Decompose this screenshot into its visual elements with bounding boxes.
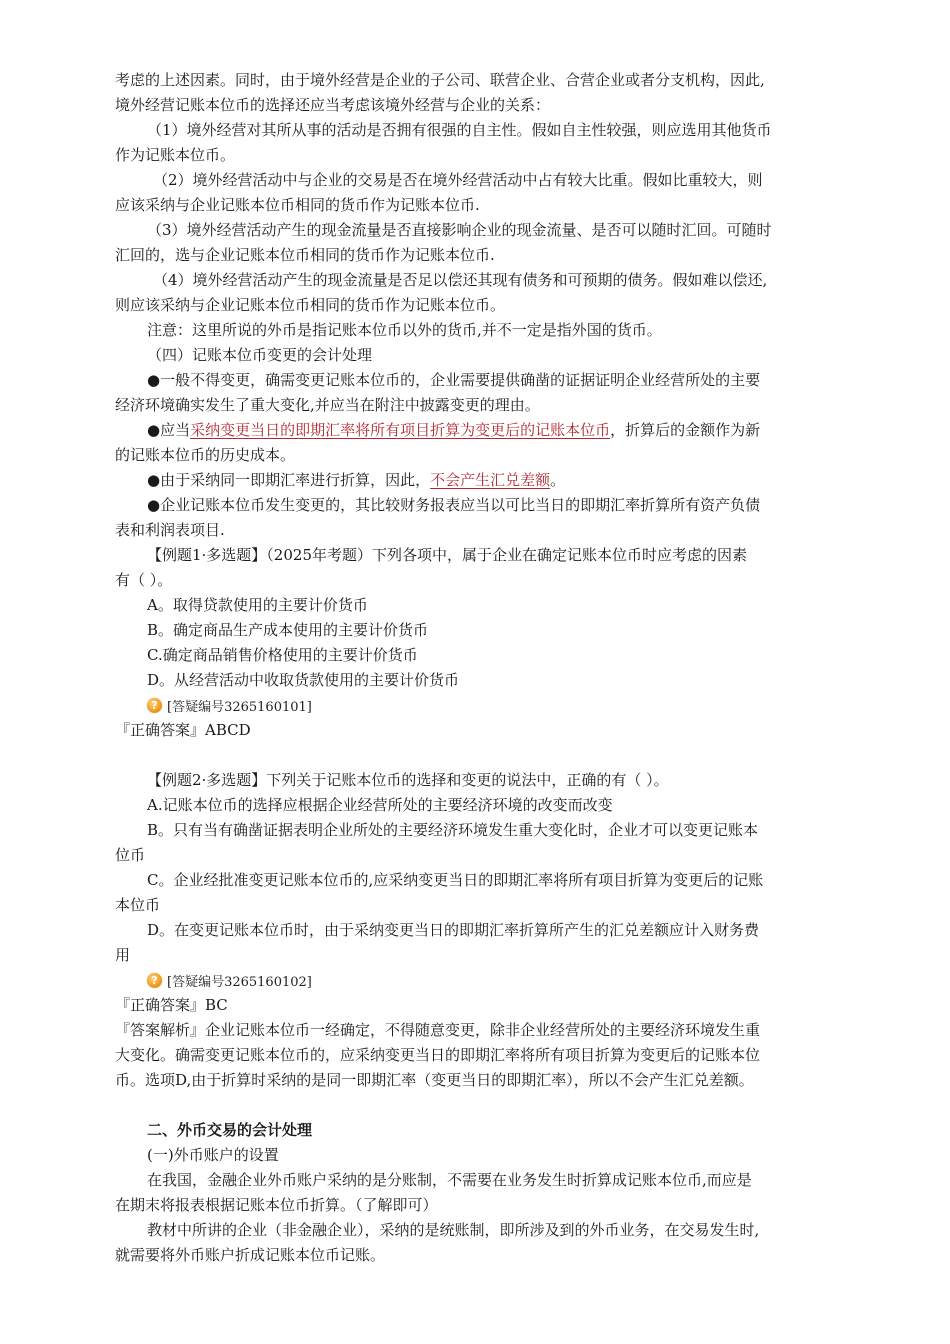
bullet-line — [115, 418, 840, 443]
example2-option-c-cont: 本位币 — [115, 896, 161, 914]
qa-reference-row — [115, 968, 840, 993]
highlighted-text: 不会产生汇兑差额 — [430, 471, 551, 489]
paragraph-line: 应该采纳与企业记账本位币相同的货币作为记账本位币. — [115, 196, 480, 214]
bullet-text: ，折算后的金额作为新 — [610, 421, 761, 439]
document-page — [115, 68, 840, 1268]
paragraph-line: （4）境外经营活动产生的现金流量是否足以偿还其现有债务和可预期的债务。假如难以偿还, — [153, 271, 768, 289]
paragraph-line: 教材中所讲的企业（非金融企业），采纳的是统账制，即所涉及到的外币业务，在交易发生时, — [147, 1221, 760, 1239]
paragraph-line: 在我国，金融企业外币账户采纳的是分账制，不需要在业务发生时折算成记账本位币,而应是 — [147, 1171, 752, 1189]
correct-answer: 『正确答案』BC — [115, 996, 228, 1014]
paragraph-line: 汇回的，选与企业记账本位币相同的货币作为记账本位币. — [115, 246, 495, 264]
qa-reference: [答疑编号3265160102] — [167, 975, 312, 990]
bullet-text: ●由于采纳同一即期汇率进行折算，因此， — [147, 471, 431, 489]
example1-option-c: C.确定商品销售价格使用的主要计价货币 — [147, 646, 418, 664]
example1-option-d: D。从经营活动中收取货款使用的主要计价货币 — [147, 671, 460, 689]
bullet-line: ●一般不得变更，确需变更记账本位币的，企业需要提供确凿的证据证明企业经营所处的主要 — [147, 371, 761, 389]
example1-option-b: B。确定商品生产成本使用的主要计价货币 — [147, 621, 429, 639]
paragraph-line: （2）境外经营活动中与企业的交易是否在境外经营活动中占有较大比重。假如比重较大，则 — [153, 171, 763, 189]
paragraph-line: 则应该采纳与企业记账本位币相同的货币作为记账本位币。 — [115, 296, 506, 314]
spacer — [115, 1093, 840, 1118]
example1-option-a: A。取得贷款使用的主要计价货币 — [147, 596, 368, 614]
example1-stem: 【例题1·多选题】（2025年考题）下列各项中，属于企业在确定记账本位币时应考虑的因素 — [147, 546, 747, 564]
qa-reference-row — [115, 693, 840, 718]
paragraph-line: （3）境外经营活动产生的现金流量是否直接影响企业的现金流量、是否可以随时汇回。可随时 — [147, 221, 772, 239]
question-icon[interactable]: ? — [147, 973, 162, 988]
paragraph-line: 的记账本位币的历史成本。 — [115, 446, 296, 464]
bullet-text: 。 — [550, 471, 566, 489]
spacer — [115, 743, 840, 768]
subsection-title: (一)外币账户的设置 — [147, 1146, 279, 1164]
bullet-line — [115, 468, 840, 493]
qa-reference: [答疑编号3265160101] — [167, 700, 312, 715]
bullet-text: ●应当 — [147, 421, 191, 439]
paragraph-line: 在期末将报表根据记账本位币折算。（了解即可） — [115, 1196, 438, 1214]
example2-option-d: D。在变更记账本位币时，由于采纳变更当日的即期汇率折算所产生的汇兑差额应计入财务费 — [147, 921, 760, 939]
paragraph-line: （1）境外经营对其所从事的活动是否拥有很强的自主性。假如自主性较强，则应选用其他货币 — [147, 121, 772, 139]
example2-option-b: B。只有当有确凿证据表明企业所处的主要经济环境发生重大变化时，企业才可以变更记账本 — [147, 821, 759, 839]
example2-option-d-cont: 用 — [115, 946, 131, 964]
paragraph-line: 就需要将外币账户折成记账本位币记账。 — [115, 1246, 386, 1264]
example2-option-a: A.记账本位币的选择应根据企业经营所处的主要经济环境的改变而改变 — [147, 796, 613, 814]
example2-option-b-cont: 位币 — [115, 846, 146, 864]
subsection-title: （四）记账本位币变更的会计处理 — [147, 346, 373, 364]
paragraph-line: 表和利润表项目. — [115, 521, 225, 539]
bullet-line: ●企业记账本位币发生变更的，其比较财务报表应当以可比当日的即期汇率折算所有资产负债 — [147, 496, 761, 514]
example2-stem: 【例题2·多选题】下列关于记账本位币的选择和变更的说法中，正确的有（ ）。 — [147, 771, 669, 789]
answer-analysis: 币。选项D,由于折算时采纳的是同一即期汇率（变更当日的即期汇率），所以不会产生汇兑差额。 — [115, 1071, 754, 1089]
paragraph-line: 经济环境确实发生了重大变化,并应当在附注中披露变更的理由。 — [115, 396, 540, 414]
answer-analysis: 大变化。确需变更记账本位币的，应采纳变更当日的即期汇率将所有项目折算为变更后的记账本位 — [115, 1046, 761, 1064]
note-line: 注意：这里所说的外币是指记账本位币以外的货币,并不一定是指外国的货币。 — [147, 321, 662, 339]
paragraph-line: 考虑的上述因素。同时，由于境外经营是企业的子公司、联营企业、合营企业或者分支机构，因此, — [115, 71, 765, 89]
question-icon[interactable]: ? — [147, 698, 162, 713]
paragraph-line: 作为记账本位币。 — [115, 146, 236, 164]
correct-answer: 『正确答案』ABCD — [115, 721, 251, 739]
example1-stem: 有（ ）。 — [115, 571, 173, 589]
highlighted-text: 采纳变更当日的即期汇率将所有项目折算为变更后的记账本位币 — [190, 421, 611, 439]
paragraph-line: 境外经营记账本位币的选择还应当考虑该境外经营与企业的关系： — [115, 96, 551, 114]
example2-option-c: C。企业经批准变更记账本位币的,应采纳变更当日的即期汇率将所有项目折算为变更后的记账 — [147, 871, 764, 889]
section-heading: 二、外币交易的会计处理 — [147, 1121, 313, 1139]
answer-analysis: 『答案解析』企业记账本位币一经确定，不得随意变更，除非企业经营所处的主要经济环境发生重 — [115, 1021, 761, 1039]
